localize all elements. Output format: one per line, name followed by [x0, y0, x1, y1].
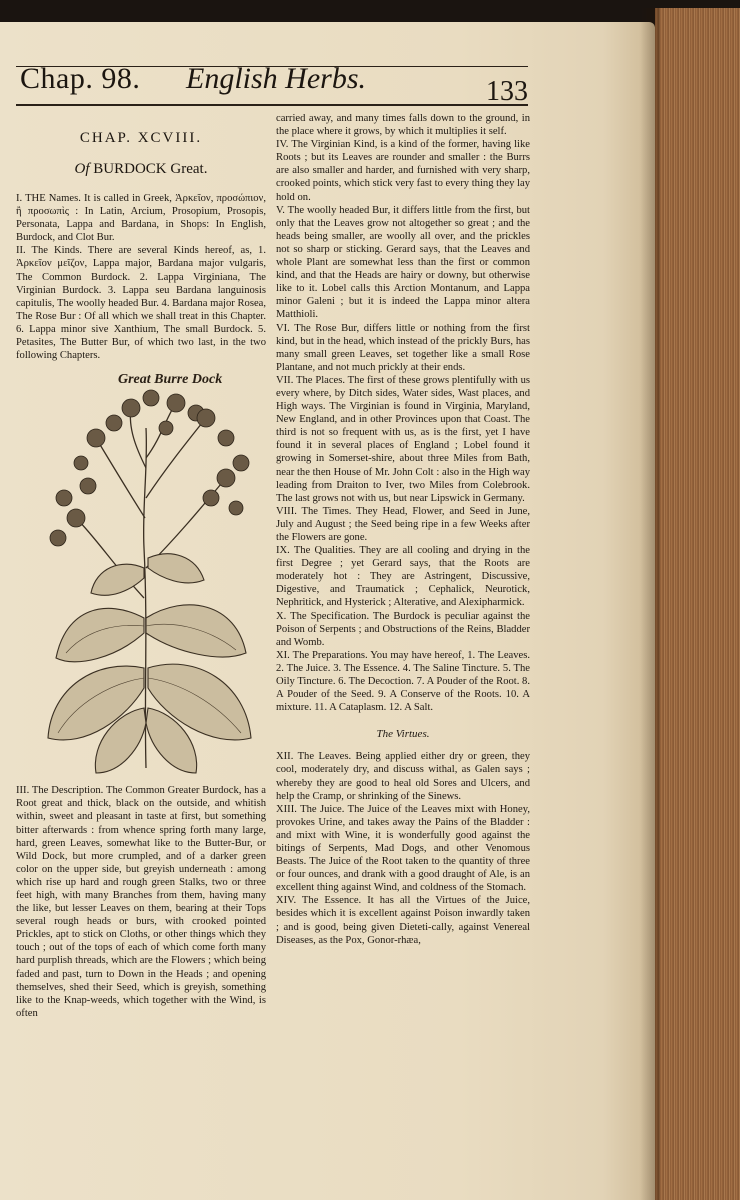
paragraph-xiii: XIII. The Juice. The Juice of the Leaves mixt with Honey, provokes Urine, and takes away the Pains of the Bladder : and mixt with Wine, it is wonderfully good against the bitings of Serpents, Mad Dogs, and other Venomous Beasts. The Juice of the Root taken to the quantity of three or four ounces, and drank with a good draught of Ale, is an excellent thing against Wind, and coldness of the Stomach.	[276, 803, 530, 894]
paragraph-continuation: carried away, and many times falls down to the ground, in the place where it grows, by which it multiplies it self.	[276, 113, 530, 138]
paragraph-xiv: XIV. The Essence. It has all the Virtues of the Juice, besides which it is excellent against Poison inwardly taken ; and is good, being given Dieteti-cally, against Venereal Diseases, as the Pox, Gonor-rhæa,	[276, 895, 530, 946]
paragraph-kinds: II. The Kinds. There are several Kinds hereof, as, 1. Ἀρκεῖον μεῖζον, Lappa major, Bardana major vulgaris, The Common Burdock. 2. Lappa Virginiana, The Virginian Burdock. 3. Lappa seu Bardana languinosis capitulis, The woolly headed Bur. 4. Bardana major Rosea, The Rose Bur : Of all which we shall treat in this Chapter. 6. Lappa minor sive Xanthium, The small Burdock. 5. Petasites, The Butter Bur, of which two last, in the two following Chapters.	[16, 245, 266, 362]
paragraph-vi: VI. The Rose Bur, differs little or nothing from the first kind, but in the head, which instead of the prickly Burs, has many small green Leaves, set together like a small Rose Plantane, and not much prickly at their ends.	[276, 322, 530, 373]
subtitle-prefix: Of	[74, 161, 90, 177]
paragraph-iv: IV. The Virginian Kind, is a kind of the former, having like Roots ; but its Leaves are rounder and smaller : the Burrs are also smaller and harder, and furnished with very sharp, crooked points, which stick very fast to every thing they lay hold on.	[276, 139, 530, 203]
running-header	[16, 58, 528, 108]
paragraph-v: V. The woolly headed Bur, it differs little from the first, but only that the Leaves grow not altogether so great ; and the heads being smaller, are woolly all over, and the prickles not so sharp or sticking. Gerard says, that the Leaves and whole Plant are somewhat less than the first or common kind, and that the Heads are hairy or downy, but otherwise like to it. Lobel calls this Arction Montanum, and Lappa minor Galeni ; but it is indeed the Lappa minor altera Matthioli.	[276, 204, 530, 321]
header-title: English Herbs.	[186, 62, 366, 95]
paragraph-description: III. The Description. The Common Greater Burdock, has a Root great and thick, black on the outside, and whitish within, sweet and pleasant in taste at first, but something bitter afterwards : from whence spring forth many large, hard, green Leaves, somewhat like to the Butter-Bur, or Wild Dock, but more crumpled, and of a darker green color on the upper side, but greyish underneath : among which rise up hard and rough green Stalks, two or three feet high, with many Branches from them, having many the like, but lesser Leaves on them, bearing at their Tops several rough heads or burs, with crooked pointed Prickles, apt to stick on Cloths, or other things which they touch ; out of the tops of each of which come forth many hard purplish threads, which are the Flowers ; which being faded and past, turn to Down in the Heads ; and opening themselves, shed their Seed, which is greyish, something like to the Knap-weeds, which together with the Wind, is often	[16, 785, 266, 1019]
paragraph-names: I. THE Names. It is called in Greek, Ἀρκεῖον, προσώπιον, ἢ προσωπὶς : In Latin, Arcium, Prosopium, Prosopis, Personata, Lappa and Bardana, in Shops: In English, Burdock, and Clot Bur.	[16, 193, 266, 244]
burdock-woodcut	[36, 368, 262, 778]
paragraph-viii: VIII. The Times. They Head, Flower, and Seed in June, July and August ; the Seed being ripe in a few Weeks after the Flowers are gone.	[276, 505, 530, 543]
chapter-subtitle	[16, 161, 266, 178]
left-column	[16, 125, 266, 1170]
virtues-heading: The Virtues.	[376, 728, 430, 741]
header-chapter: Chap. 98.	[20, 62, 141, 95]
paragraph-x: X. The Specification. The Burdock is peculiar against the Poison of Serpents ; and Obstructions of the Reins, Bladder and Womb.	[276, 610, 530, 648]
page-edges	[655, 8, 740, 1200]
burdock-plant-illustration	[36, 368, 262, 778]
right-column	[276, 112, 530, 1170]
chapter-heading: CHAP. XCVIII.	[79, 130, 203, 146]
page-number: 133	[486, 76, 528, 107]
subtitle-main: BURDOCK Great.	[89, 161, 208, 177]
paragraph-xii: XII. The Leaves. Being applied either dry or green, they cool, moderately dry, and discuss withal, as Galen says ; whereby they are good to heal old Sores and Ulcers, and help the Cramp, or shrinking of the Sinews.	[276, 751, 530, 802]
paragraph-ix: IX. The Qualities. They are all cooling and drying in the first Degree ; yet Gerard says, that the Roots are moderately hot : They are Astringent, Discussive, Digestive, and Traumatick ; Cephalick, Neurotick, Nephritick, and Hysterick ; Alterative, and Alexipharmick.	[276, 545, 530, 609]
figure-label: Great Burre Dock	[118, 372, 223, 388]
gutter-shadow	[640, 8, 660, 1200]
paragraph-xi: XI. The Preparations. You may have hereof, 1. The Leaves. 2. The Juice. 3. The Essence. 4. The Saline Tincture. 5. The Oily Tincture. 6. The Decoction. 7. A Pouder of the Root. 8. A Pouder of the Seed. 9. A Conserve of the Roots. 10. A mixture. 11. A Cataplasm. 12. A Salt.	[276, 649, 530, 714]
paragraph-vii: VII. The Places. The first of these grows plentifully with us every where, by Ditch sides, Water sides, Wast places, and High ways. The Virginian is found in Virginia, Maryland, New England, and in other Provinces upon that Coast. The third is not so frequent with us, as is the first, yet I have found it in several places of England ; Lobel found it growing in Somerset-shire, about three Miles from Bath, near the then House of Mr. John Colt : also in the High way leading from Draiton to Iver, two Miles from Colebrook. The last grows not with us, but near Lipswick in Germany.	[276, 374, 530, 504]
